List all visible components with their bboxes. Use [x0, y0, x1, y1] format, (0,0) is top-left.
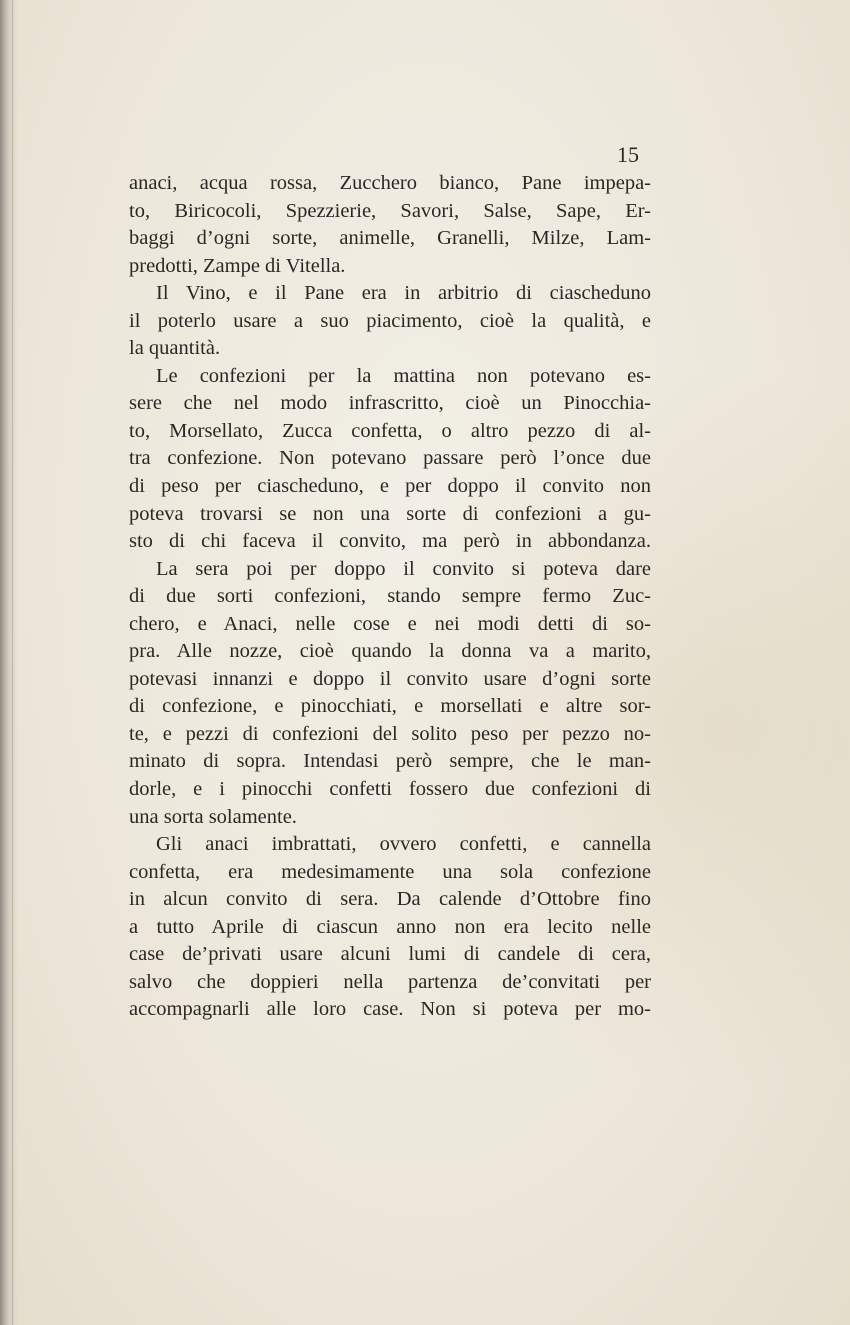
- text-line: to, Biricocoli, Spezzierie, Savori, Salse, Sape, Er-: [129, 199, 651, 222]
- text-line: accompagnarli alle loro case. Non si poteva per mo-: [129, 998, 651, 1021]
- text-line: poteva trovarsi se non una sorte di confezioni a gu-: [129, 502, 651, 525]
- text-line: di peso per ciascheduno, e per doppo il convito non: [129, 475, 651, 498]
- text-line: salvo che doppieri nella partenza de’convitati per: [129, 970, 651, 993]
- text-line: Le confezioni per la mattina non potevano es-: [156, 364, 651, 387]
- body-text: [129, 170, 651, 1024]
- text-line: a tutto Aprile di ciascun anno non era lecito nelle: [129, 915, 651, 938]
- text-line: La sera poi per doppo il convito si poteva dare: [156, 557, 651, 580]
- text-line: una sorta solamente.: [129, 805, 297, 828]
- text-line: dorle, e i pinocchi confetti fossero due confezioni di: [129, 778, 651, 801]
- text-line: pra. Alle nozze, cioè quando la donna va a marito,: [129, 640, 651, 663]
- binding-shadow: [0, 0, 18, 1325]
- text-line: la quantità.: [129, 337, 221, 360]
- text-line: to, Morsellato, Zucca confetta, o altro pezzo di al-: [129, 419, 651, 442]
- text-line: anaci, acqua rossa, Zucchero bianco, Pane impepa-: [129, 172, 651, 194]
- text-line: il poterlo usare a suo piacimento, cioè la qualità, e: [129, 309, 651, 332]
- text-line: Il Vino, e il Pane era in arbitrio di ciascheduno: [156, 282, 651, 305]
- text-line: case de’privati usare alcuni lumi di candele di cera,: [129, 943, 651, 966]
- text-line: minato di sopra. Intendasi però sempre, che le man-: [129, 750, 651, 773]
- text-line: confetta, era medesimamente una sola confezione: [129, 860, 651, 883]
- binding-crease: [12, 0, 13, 1325]
- text-line: te, e pezzi di confezioni del solito peso per pezzo no-: [129, 722, 651, 745]
- text-line: tra confezione. Non potevano passare però l’once due: [129, 447, 651, 470]
- text-line: baggi d’ogni sorte, animelle, Granelli, Milze, Lam-: [129, 227, 651, 250]
- text-line: di due sorti confezioni, stando sempre fermo Zuc-: [129, 585, 651, 608]
- page-number: 15: [617, 142, 639, 167]
- text-line: in alcun convito di sera. Da calende d’Ottobre fino: [129, 888, 651, 911]
- text-line: chero, e Anaci, nelle cose e nei modi detti di so-: [129, 612, 651, 635]
- text-line: predotti, Zampe di Vitella.: [129, 254, 346, 277]
- text-line: Gli anaci imbrattati, ovvero confetti, e cannella: [156, 833, 651, 856]
- text-line: sere che nel modo infrascritto, cioè un Pinocchia-: [129, 392, 651, 415]
- text-line: di confezione, e pinocchiati, e morsellati e altre sor-: [129, 695, 651, 718]
- text-line: potevasi innanzi e doppo il convito usare d’ogni sorte: [129, 667, 651, 690]
- text-line: sto di chi faceva il convito, ma però in abbondanza.: [129, 530, 651, 553]
